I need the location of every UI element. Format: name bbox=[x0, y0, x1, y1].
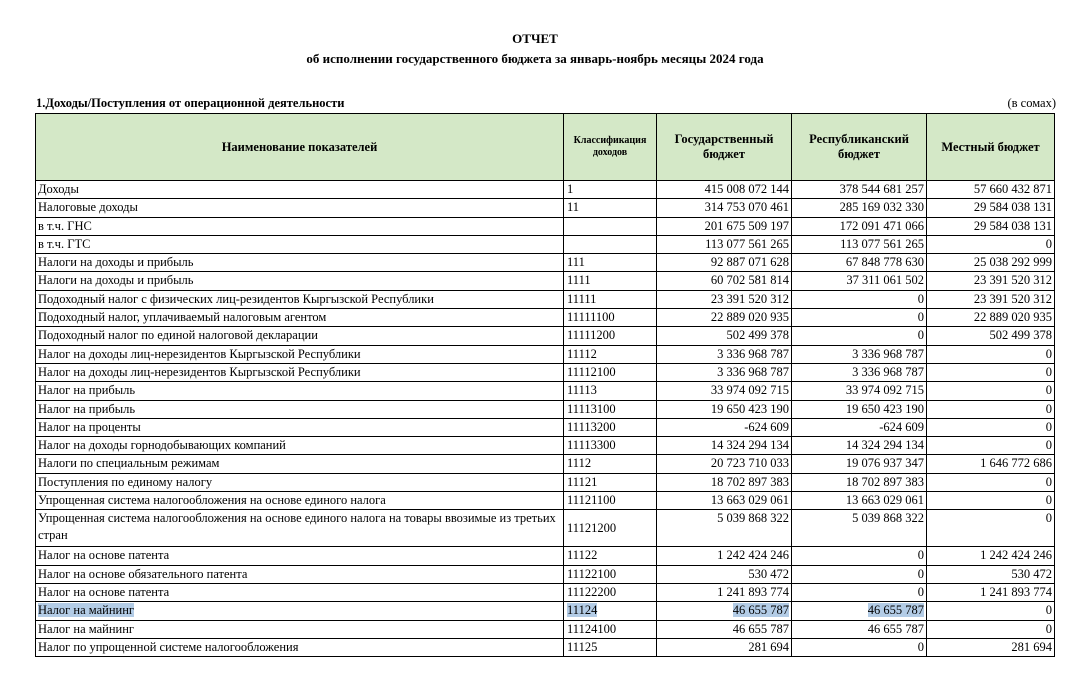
cell-state-budget bbox=[657, 217, 792, 235]
table-body bbox=[36, 181, 1055, 657]
cell-name-text: Налог на основе обязательного патента bbox=[38, 566, 248, 581]
cell-state-budget-text: 20 723 710 033 bbox=[710, 456, 789, 471]
cell-name bbox=[36, 455, 564, 473]
cell-code bbox=[564, 565, 657, 583]
cell-name-text: Подоходный налог по единой налоговой декларации bbox=[38, 328, 318, 343]
table-row bbox=[36, 492, 1055, 510]
cell-name-text: Налог на проценты bbox=[38, 419, 141, 434]
cell-code bbox=[564, 254, 657, 272]
cell-name bbox=[36, 437, 564, 455]
cell-code bbox=[564, 547, 657, 565]
cell-code-text: 11 bbox=[567, 200, 580, 215]
cell-code bbox=[564, 437, 657, 455]
cell-state-budget-text: 530 472 bbox=[748, 566, 789, 581]
cell-state-budget bbox=[657, 254, 792, 272]
cell-republic-budget-text: 18 702 897 383 bbox=[845, 474, 924, 489]
cell-name bbox=[36, 583, 564, 601]
cell-state-budget bbox=[657, 492, 792, 510]
cell-name bbox=[36, 309, 564, 327]
table-row bbox=[36, 363, 1055, 381]
cell-republic-budget-text: 113 077 561 265 bbox=[840, 236, 924, 251]
cell-name-text: Налоги на доходы и прибыль bbox=[38, 273, 194, 288]
cell-state-budget-text: 5 039 868 322 bbox=[717, 511, 789, 526]
cell-local-budget bbox=[927, 492, 1055, 510]
cell-code-text: 11121200 bbox=[567, 520, 617, 535]
cell-local-budget bbox=[927, 510, 1055, 547]
cell-local-budget-text: 502 499 378 bbox=[989, 328, 1052, 343]
cell-name-text: Налог на майнинг bbox=[38, 621, 135, 636]
cell-republic-budget-text: 46 655 787 bbox=[867, 621, 924, 636]
cell-republic-budget bbox=[792, 473, 927, 491]
cell-code bbox=[564, 473, 657, 491]
cell-local-budget bbox=[927, 363, 1055, 381]
cell-state-budget-text: 22 889 020 935 bbox=[710, 310, 789, 325]
cell-code bbox=[564, 583, 657, 601]
cell-name-text: Доходы bbox=[38, 182, 79, 196]
cell-name bbox=[36, 510, 564, 547]
table-row bbox=[36, 620, 1055, 638]
cell-state-budget bbox=[657, 235, 792, 253]
cell-name bbox=[36, 620, 564, 638]
cell-republic-budget bbox=[792, 382, 927, 400]
table-row bbox=[36, 290, 1055, 308]
cell-republic-budget bbox=[792, 547, 927, 565]
cell-republic-budget-text: -624 609 bbox=[879, 419, 924, 434]
cell-name bbox=[36, 217, 564, 235]
cell-state-budget bbox=[657, 565, 792, 583]
cell-republic-budget bbox=[792, 583, 927, 601]
cell-local-budget bbox=[927, 181, 1055, 199]
cell-state-budget-text: 14 324 294 134 bbox=[710, 438, 789, 453]
cell-republic-budget-text: 378 544 681 257 bbox=[839, 182, 924, 196]
table-row bbox=[36, 309, 1055, 327]
cell-code-text: 1 bbox=[567, 182, 574, 196]
cell-republic-budget-text: 285 169 032 330 bbox=[839, 200, 924, 215]
cell-state-budget-text: 281 694 bbox=[748, 639, 789, 654]
cell-local-budget bbox=[927, 235, 1055, 253]
cell-state-budget bbox=[657, 309, 792, 327]
cell-state-budget bbox=[657, 602, 792, 620]
cell-code-text: 11112 bbox=[567, 346, 597, 361]
cell-republic-budget bbox=[792, 217, 927, 235]
cell-name-text: Налоги на доходы и прибыль bbox=[38, 255, 194, 270]
cell-code-text: 11113200 bbox=[567, 419, 616, 434]
cell-republic-budget-text: 5 039 868 322 bbox=[852, 511, 924, 526]
cell-local-budget bbox=[927, 547, 1055, 565]
cell-local-budget bbox=[927, 620, 1055, 638]
cell-state-budget bbox=[657, 400, 792, 418]
cell-name-text: Подоходный налог с физических лиц-резидентов Кыргызской Республики bbox=[38, 291, 434, 306]
cell-state-budget bbox=[657, 382, 792, 400]
cell-code-text: 11124100 bbox=[567, 621, 617, 636]
cell-name-text: Поступления по единому налогу bbox=[38, 474, 213, 489]
cell-name bbox=[36, 290, 564, 308]
cell-name-text: Налог на основе патента bbox=[38, 548, 170, 563]
cell-name bbox=[36, 602, 564, 620]
header-code: Классификация доходов bbox=[564, 114, 657, 181]
cell-republic-budget bbox=[792, 437, 927, 455]
cell-code bbox=[564, 272, 657, 290]
cell-local-budget-text: 1 242 424 246 bbox=[980, 548, 1052, 563]
cell-name bbox=[36, 181, 564, 199]
cell-state-budget bbox=[657, 547, 792, 565]
cell-code bbox=[564, 602, 657, 620]
cell-state-budget-text: 502 499 378 bbox=[726, 328, 789, 343]
cell-name-text: Налоговые доходы bbox=[38, 200, 138, 215]
cell-local-budget bbox=[927, 199, 1055, 217]
cell-state-budget-text: 23 391 520 312 bbox=[710, 291, 789, 306]
cell-local-budget-text: 0 bbox=[1045, 603, 1052, 618]
cell-state-budget bbox=[657, 290, 792, 308]
cell-code bbox=[564, 217, 657, 235]
cell-state-budget-text: 3 336 968 787 bbox=[717, 364, 789, 379]
report-subtitle: об исполнении государственного бюджета за январь-ноябрь месяцы 2024 года bbox=[306, 51, 764, 66]
cell-name bbox=[36, 400, 564, 418]
cell-name-text: Упрощенная система налогообложения на основе единого налога на товары ввозимые из третьих стран bbox=[38, 511, 556, 543]
table-row bbox=[36, 181, 1055, 199]
cell-local-budget-text: 0 bbox=[1045, 401, 1052, 416]
cell-name-text: Налог на основе патента bbox=[38, 584, 170, 599]
cell-state-budget bbox=[657, 638, 792, 656]
cell-state-budget bbox=[657, 181, 792, 199]
cell-name-text: Налоги по специальным режимам bbox=[38, 456, 220, 471]
cell-state-budget bbox=[657, 199, 792, 217]
table-row bbox=[36, 473, 1055, 491]
cell-local-budget bbox=[927, 290, 1055, 308]
cell-republic-budget bbox=[792, 418, 927, 436]
cell-republic-budget bbox=[792, 272, 927, 290]
cell-name bbox=[36, 473, 564, 491]
cell-state-budget-text: 92 887 071 628 bbox=[710, 255, 789, 270]
cell-name-text: Упрощенная система налогообложения на основе единого налога bbox=[38, 493, 386, 508]
header-republic-budget: Республиканский бюджет bbox=[792, 114, 927, 181]
cell-republic-budget-text: 3 336 968 787 bbox=[852, 346, 924, 361]
cell-republic-budget bbox=[792, 620, 927, 638]
cell-state-budget bbox=[657, 418, 792, 436]
table-row bbox=[36, 437, 1055, 455]
cell-state-budget bbox=[657, 272, 792, 290]
cell-code-text: 11124 bbox=[567, 603, 598, 618]
cell-code-text: 11122200 bbox=[567, 584, 617, 599]
cell-republic-budget-text: 0 bbox=[917, 291, 924, 306]
cell-local-budget-text: 25 038 292 999 bbox=[973, 255, 1052, 270]
table-row bbox=[36, 382, 1055, 400]
cell-name bbox=[36, 254, 564, 272]
cell-local-budget bbox=[927, 254, 1055, 272]
cell-republic-budget bbox=[792, 181, 927, 199]
cell-state-budget bbox=[657, 620, 792, 638]
table-row bbox=[36, 199, 1055, 217]
cell-code bbox=[564, 418, 657, 436]
cell-name-text: Налог на майнинг bbox=[38, 603, 135, 618]
cell-local-budget bbox=[927, 638, 1055, 656]
cell-state-budget-text: 201 675 509 197 bbox=[704, 218, 789, 233]
cell-name bbox=[36, 363, 564, 381]
header-local-budget: Местный бюджет bbox=[927, 114, 1055, 181]
cell-code bbox=[564, 510, 657, 547]
cell-name-text: Подоходный налог, уплачиваемый налоговым агентом bbox=[38, 310, 327, 325]
table-header-row bbox=[36, 114, 1055, 181]
cell-republic-budget-text: 33 974 092 715 bbox=[845, 383, 924, 398]
cell-local-budget bbox=[927, 382, 1055, 400]
cell-republic-budget bbox=[792, 345, 927, 363]
cell-state-budget-text: 415 008 072 144 bbox=[704, 182, 789, 196]
cell-local-budget bbox=[927, 565, 1055, 583]
cell-state-budget-text: 113 077 561 265 bbox=[705, 236, 789, 251]
cell-name bbox=[36, 345, 564, 363]
cell-local-budget-text: 0 bbox=[1045, 493, 1052, 508]
cell-code bbox=[564, 181, 657, 199]
cell-code-text: 11113300 bbox=[567, 438, 616, 453]
cell-code bbox=[564, 199, 657, 217]
cell-state-budget bbox=[657, 455, 792, 473]
table-row bbox=[36, 638, 1055, 656]
cell-republic-budget-text: 14 324 294 134 bbox=[845, 438, 924, 453]
cell-local-budget-text: 22 889 020 935 bbox=[973, 310, 1052, 325]
cell-republic-budget-text: 0 bbox=[917, 310, 924, 325]
cell-republic-budget-text: 0 bbox=[917, 566, 924, 581]
cell-name bbox=[36, 235, 564, 253]
cell-code bbox=[564, 382, 657, 400]
cell-code-text: 11111100 bbox=[567, 310, 615, 325]
cell-republic-budget-text: 46 655 787 bbox=[867, 603, 924, 618]
cell-state-budget-text: 46 655 787 bbox=[732, 603, 789, 618]
cell-code bbox=[564, 290, 657, 308]
cell-code-text: 11122 bbox=[567, 548, 598, 563]
table-row bbox=[36, 327, 1055, 345]
cell-name bbox=[36, 565, 564, 583]
cell-state-budget bbox=[657, 345, 792, 363]
cell-code-text: 11112100 bbox=[567, 364, 616, 379]
cell-republic-budget bbox=[792, 602, 927, 620]
cell-name bbox=[36, 382, 564, 400]
cell-name bbox=[36, 418, 564, 436]
cell-state-budget-text: 1 242 424 246 bbox=[717, 548, 789, 563]
cell-name-text: Налог на доходы лиц-нерезидентов Кыргызской Республики bbox=[38, 346, 361, 361]
table-row bbox=[36, 254, 1055, 272]
cell-code-text: 1112 bbox=[567, 456, 592, 471]
cell-republic-budget bbox=[792, 565, 927, 583]
cell-state-budget-text: 33 974 092 715 bbox=[710, 383, 789, 398]
cell-name-text: в т.ч. ГТС bbox=[38, 236, 91, 251]
section-heading: 1.Доходы/Поступления от операционной деятельности bbox=[36, 96, 345, 110]
cell-local-budget bbox=[927, 583, 1055, 601]
cell-code-text: 11111 bbox=[567, 291, 597, 306]
cell-name bbox=[36, 272, 564, 290]
table-row bbox=[36, 345, 1055, 363]
cell-republic-budget bbox=[792, 492, 927, 510]
cell-local-budget bbox=[927, 437, 1055, 455]
cell-republic-budget-text: 0 bbox=[917, 548, 924, 563]
cell-code-text: 11113 bbox=[567, 383, 597, 398]
cell-republic-budget bbox=[792, 309, 927, 327]
cell-local-budget-text: 0 bbox=[1045, 511, 1052, 526]
cell-local-budget bbox=[927, 272, 1055, 290]
cell-state-budget-text: -624 609 bbox=[744, 419, 789, 434]
cell-state-budget-text: 1 241 893 774 bbox=[717, 584, 789, 599]
cell-republic-budget bbox=[792, 400, 927, 418]
table-row bbox=[36, 565, 1055, 583]
cell-local-budget bbox=[927, 345, 1055, 363]
cell-code bbox=[564, 492, 657, 510]
cell-state-budget-text: 13 663 029 061 bbox=[710, 493, 789, 508]
cell-republic-budget bbox=[792, 199, 927, 217]
cell-republic-budget-text: 19 076 937 347 bbox=[845, 456, 924, 471]
cell-state-budget bbox=[657, 473, 792, 491]
cell-state-budget-text: 46 655 787 bbox=[732, 621, 789, 636]
cell-code-text: 11125 bbox=[567, 639, 598, 654]
cell-name bbox=[36, 199, 564, 217]
cell-local-budget-text: 29 584 038 131 bbox=[973, 218, 1052, 233]
cell-local-budget bbox=[927, 309, 1055, 327]
budget-table bbox=[35, 113, 1055, 657]
cell-code bbox=[564, 620, 657, 638]
cell-code-text: 11111200 bbox=[567, 328, 616, 343]
table-row bbox=[36, 583, 1055, 601]
cell-local-budget bbox=[927, 217, 1055, 235]
units-label: (в сомах) bbox=[1007, 96, 1056, 110]
cell-code bbox=[564, 327, 657, 345]
table-row bbox=[36, 272, 1055, 290]
cell-republic-budget bbox=[792, 510, 927, 547]
cell-republic-budget bbox=[792, 235, 927, 253]
cell-state-budget-text: 3 336 968 787 bbox=[717, 346, 789, 361]
cell-local-budget-text: 23 391 520 312 bbox=[973, 291, 1052, 306]
cell-local-budget-text: 0 bbox=[1045, 346, 1052, 361]
cell-local-budget-text: 1 241 893 774 bbox=[980, 584, 1052, 599]
cell-republic-budget bbox=[792, 638, 927, 656]
cell-name bbox=[36, 327, 564, 345]
cell-name-text: Налог на доходы горнодобывающих компаний bbox=[38, 438, 286, 453]
header-name: Наименование показателей bbox=[36, 114, 564, 181]
cell-local-budget-text: 0 bbox=[1045, 419, 1052, 434]
cell-code bbox=[564, 345, 657, 363]
cell-name bbox=[36, 547, 564, 565]
cell-local-budget bbox=[927, 455, 1055, 473]
cell-republic-budget-text: 13 663 029 061 bbox=[845, 493, 924, 508]
cell-local-budget-text: 530 472 bbox=[1011, 566, 1052, 581]
cell-local-budget bbox=[927, 602, 1055, 620]
cell-republic-budget bbox=[792, 363, 927, 381]
cell-local-budget bbox=[927, 473, 1055, 491]
cell-republic-budget bbox=[792, 254, 927, 272]
cell-republic-budget-text: 0 bbox=[917, 639, 924, 654]
cell-code bbox=[564, 638, 657, 656]
cell-code-text: 1111 bbox=[567, 273, 591, 288]
table-row bbox=[36, 510, 1055, 547]
cell-local-budget bbox=[927, 418, 1055, 436]
cell-local-budget-text: 57 660 432 871 bbox=[973, 182, 1052, 196]
table-row bbox=[36, 602, 1055, 620]
cell-state-budget bbox=[657, 583, 792, 601]
header-state-budget: Государственный бюджет bbox=[657, 114, 792, 181]
cell-local-budget-text: 1 646 772 686 bbox=[980, 456, 1052, 471]
cell-code bbox=[564, 400, 657, 418]
cell-republic-budget-text: 0 bbox=[917, 584, 924, 599]
cell-local-budget-text: 0 bbox=[1045, 364, 1052, 379]
cell-local-budget bbox=[927, 327, 1055, 345]
cell-code-text: 11121100 bbox=[567, 493, 616, 508]
report-title: ОТЧЕТ bbox=[512, 31, 558, 46]
cell-state-budget-text: 314 753 070 461 bbox=[704, 200, 789, 215]
cell-state-budget bbox=[657, 437, 792, 455]
cell-republic-budget-text: 172 091 471 066 bbox=[839, 218, 924, 233]
cell-state-budget bbox=[657, 327, 792, 345]
cell-republic-budget bbox=[792, 455, 927, 473]
cell-local-budget-text: 29 584 038 131 bbox=[973, 200, 1052, 215]
table-row bbox=[36, 400, 1055, 418]
cell-local-budget-text: 0 bbox=[1045, 383, 1052, 398]
cell-name bbox=[36, 492, 564, 510]
table-row bbox=[36, 455, 1055, 473]
cell-state-budget bbox=[657, 363, 792, 381]
cell-republic-budget-text: 19 650 423 190 bbox=[845, 401, 924, 416]
table-row bbox=[36, 217, 1055, 235]
cell-name-text: Налог на доходы лиц-нерезидентов Кыргызской Республики bbox=[38, 364, 361, 379]
cell-name-text: Налог по упрощенной системе налогообложения bbox=[38, 639, 299, 654]
cell-name bbox=[36, 638, 564, 656]
cell-code bbox=[564, 309, 657, 327]
cell-code bbox=[564, 235, 657, 253]
cell-republic-budget bbox=[792, 290, 927, 308]
cell-republic-budget-text: 3 336 968 787 bbox=[852, 364, 924, 379]
table-row bbox=[36, 418, 1055, 436]
cell-local-budget-text: 0 bbox=[1045, 474, 1052, 489]
cell-local-budget-text: 0 bbox=[1045, 236, 1052, 251]
cell-name-text: Налог на прибыль bbox=[38, 401, 136, 416]
cell-republic-budget bbox=[792, 327, 927, 345]
cell-republic-budget-text: 0 bbox=[917, 328, 924, 343]
cell-local-budget-text: 0 bbox=[1045, 621, 1052, 636]
cell-local-budget bbox=[927, 400, 1055, 418]
cell-state-budget-text: 18 702 897 383 bbox=[710, 474, 789, 489]
cell-code-text: 11113100 bbox=[567, 401, 616, 416]
cell-local-budget-text: 281 694 bbox=[1011, 639, 1052, 654]
cell-code bbox=[564, 455, 657, 473]
cell-code-text: 11121 bbox=[567, 474, 598, 489]
cell-republic-budget-text: 67 848 778 630 bbox=[845, 255, 924, 270]
cell-code-text: 111 bbox=[567, 255, 585, 270]
cell-state-budget bbox=[657, 510, 792, 547]
cell-name-text: в т.ч. ГНС bbox=[38, 218, 92, 233]
table-row bbox=[36, 547, 1055, 565]
cell-code bbox=[564, 363, 657, 381]
cell-state-budget-text: 19 650 423 190 bbox=[710, 401, 789, 416]
table-row bbox=[36, 235, 1055, 253]
cell-code-text: 11122100 bbox=[567, 566, 617, 581]
cell-local-budget-text: 0 bbox=[1045, 438, 1052, 453]
cell-republic-budget-text: 37 311 061 502 bbox=[846, 273, 924, 288]
cell-state-budget-text: 60 702 581 814 bbox=[710, 273, 789, 288]
cell-local-budget-text: 23 391 520 312 bbox=[973, 273, 1052, 288]
cell-name-text: Налог на прибыль bbox=[38, 383, 136, 398]
